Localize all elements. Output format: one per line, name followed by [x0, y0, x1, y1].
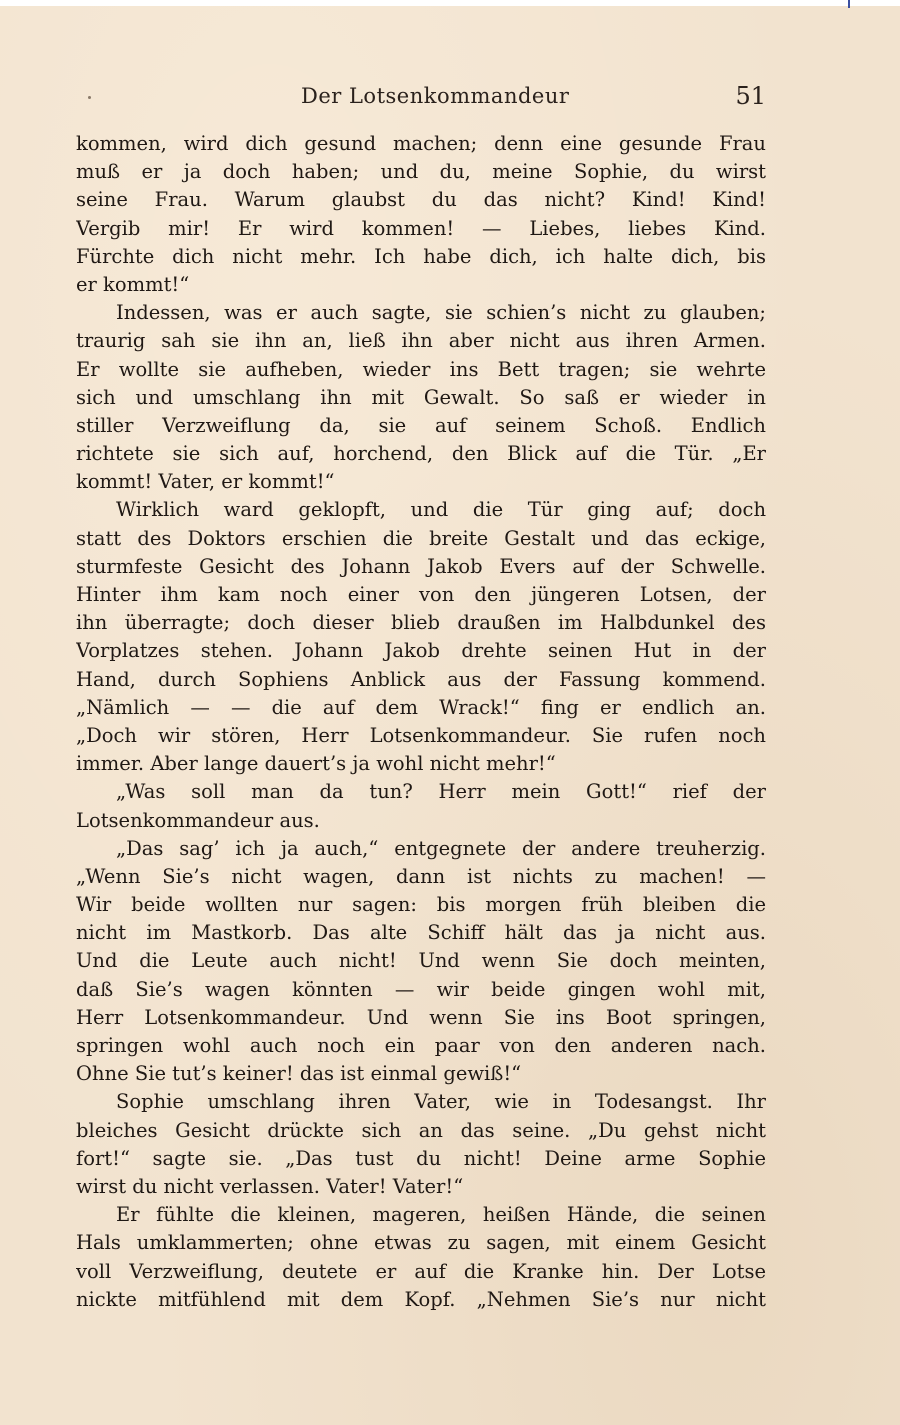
- text-line: Und die Leute auch nicht! Und wenn Sie doch meinten,: [76, 949, 766, 973]
- text-line: sich und umschlang ihn mit Gewalt. So saß er wieder in: [76, 385, 766, 409]
- ink-speck: [88, 96, 91, 99]
- text-line: muß er ja doch haben; und du, meine Sophie, du wirst: [76, 160, 766, 184]
- page-number: 51: [735, 82, 766, 110]
- text-line: kommt! Vater, er kommt!“: [76, 470, 335, 494]
- text-line: Hals umklammerten; ohne etwas zu sagen, mit einem Gesicht: [76, 1231, 766, 1255]
- text-line: ihn überragte; doch dieser blieb draußen im Halbdunkel des: [76, 611, 766, 635]
- text-line: Hinter ihm kam noch einer von den jüngeren Lotsen, der: [76, 583, 766, 606]
- text-line: Ohne Sie tut’s keiner! das ist einmal gewiß!“: [76, 1062, 522, 1086]
- text-line: „Wenn Sie’s nicht wagen, dann ist nichts zu machen! —: [76, 864, 766, 888]
- text-line: stiller Verzweiflung da, sie auf seinem Schoß. Endlich: [76, 413, 766, 437]
- text-line: sturmfeste Gesicht des Johann Jakob Evers auf der Schwelle.: [76, 554, 766, 578]
- text-line: kommen, wird dich gesund machen; denn eine gesunde Frau: [76, 132, 766, 155]
- text-line: Vergib mir! Er wird kommen! — Liebes, liebes Kind.: [76, 216, 766, 240]
- running-title: Der Lotsenkommandeur: [301, 84, 570, 108]
- scan-top-edge: [0, 0, 900, 6]
- text-line: springen wohl auch noch ein paar von den anderen nach.: [76, 1034, 766, 1057]
- text-line: Herr Lotsenkommandeur. Und wenn Sie ins Boot springen,: [76, 1005, 766, 1029]
- text-line: Wirklich ward geklopft, und die Tür ging auf; doch: [116, 498, 766, 522]
- text-line: Wir beide wollten nur sagen: bis morgen früh bleiben die: [76, 893, 766, 917]
- text-line: Vorplatzes stehen. Johann Jakob drehte seinen Hut in der: [76, 639, 766, 663]
- text-line: „Nämlich — — die auf dem Wrack!“ fing er endlich an.: [76, 695, 766, 719]
- text-line: seine Frau. Warum glaubst du das nicht? Kind! Kind!: [76, 188, 766, 212]
- text-line: Indessen, was er auch sagte, sie schien’s nicht zu glauben;: [116, 301, 766, 325]
- text-line: traurig sah sie ihn an, ließ ihn aber nicht aus ihren Armen.: [76, 329, 766, 353]
- text-line: Er fühlte die kleinen, mageren, heißen Hände, die seinen: [116, 1203, 766, 1227]
- text-line: Lotsenkommandeur aus.: [76, 808, 320, 832]
- body-text: [76, 130, 766, 1314]
- text-line: Hand, durch Sophiens Anblick aus der Fassung kommend.: [76, 667, 766, 691]
- text-line: Fürchte dich nicht mehr. Ich habe dich, ich halte dich, bis: [76, 244, 766, 268]
- text-line: Sophie umschlang ihren Vater, wie in Todesangst. Ihr: [116, 1090, 766, 1114]
- scan-edge-mark: [848, 0, 850, 8]
- page-header: [76, 80, 766, 120]
- text-line: immer. Aber lange dauert’s ja wohl nicht mehr!“: [76, 752, 556, 776]
- text-line: „Was soll man da tun? Herr mein Gott!“ rief der: [116, 780, 766, 804]
- text-line: statt des Doktors erschien die breite Gestalt und das eckige,: [76, 526, 766, 550]
- text-line: bleiches Gesicht drückte sich an das seine. „Du gehst nicht: [76, 1118, 766, 1142]
- text-line: fort!“ sagte sie. „Das tust du nicht! Deine arme Sophie: [76, 1146, 766, 1170]
- text-line: Er wollte sie aufheben, wieder ins Bett tragen; sie wehrte: [76, 357, 766, 381]
- text-line: nicht im Mastkorb. Das alte Schiff hält das ja nicht aus.: [76, 921, 766, 945]
- text-line: wirst du nicht verlassen. Vater! Vater!“: [76, 1174, 464, 1198]
- text-line: voll Verzweiflung, deutete er auf die Kranke hin. Der Lotse: [76, 1259, 766, 1283]
- text-line: „Doch wir stören, Herr Lotsenkommandeur. Sie rufen noch: [76, 723, 766, 747]
- text-line: richtete sie sich auf, horchend, den Blick auf die Tür. „Er: [76, 442, 766, 466]
- text-line: nickte mitfühlend mit dem Kopf. „Nehmen Sie’s nur nicht: [76, 1287, 766, 1311]
- text-line: daß Sie’s wagen könnten — wir beide gingen wohl mit,: [76, 977, 766, 1001]
- text-line: „Das sag’ ich ja auch,“ entgegnete der andere treuherzig.: [116, 836, 766, 860]
- text-line: er kommt!“: [76, 272, 190, 296]
